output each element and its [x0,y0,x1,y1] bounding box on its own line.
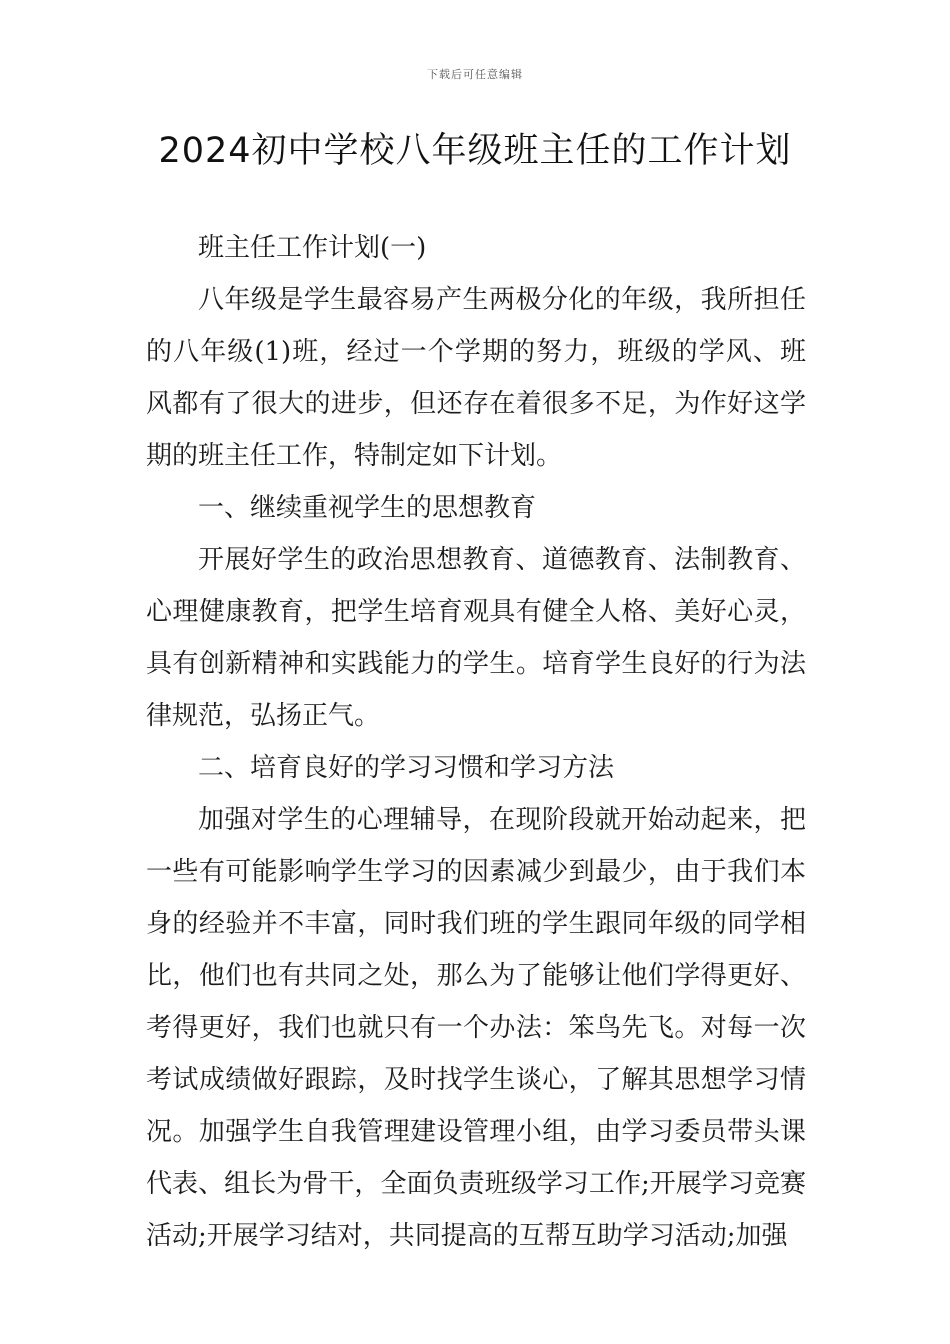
document-body [146,222,806,1262]
paragraph-intro: 八年级是学生最容易产生两极分化的年级，我所担任的八年级(1)班，经过一个学期的努力，班级的学风、班风都有了很大的进步，但还存在着很多不足，为作好这学期的班主任工作，特制定如下计划。 [146,285,806,471]
paragraph-ideology: 开展好学生的政治思想教育、道德教育、法制教育、心理健康教育，把学生培育观具有健全人格、美好心灵，具有创新精神和实践能力的学生。培育学生良好的行为法律规范，弘扬正气。 [146,545,806,731]
document-title: 2024初中学校八年级班主任的工作计划 [158,131,792,171]
section-heading-plan-one: 班主任工作计划(一) [198,233,427,263]
paragraph-study-habits: 加强对学生的心理辅导，在现阶段就开始动起来，把一些有可能影响学生学习的因素减少到最少，由于我们本身的经验并不丰富，同时我们班的学生跟同年级的同学相比，他们也有共同之处，那么为了能够让他们学得更好、考得更好，我们也就只有一个办法：笨鸟先飞。对每一次考试成绩做好跟踪，及时找学生谈心，了解其思想学习情况。加强学生自我管理建设管理小组，由学习委员带头课代表、组长为骨干，全面负责班级学习工作;开展学习竞赛活动;开展学习结对，共同提高的互帮互助学习活动;加强 [146,805,806,1251]
header-note: 下载后可任意编辑 [427,68,523,81]
section-heading-study-habits: 二、培育良好的学习习惯和学习方法 [198,753,615,783]
section-heading-ideology: 一、继续重视学生的思想教育 [198,493,537,523]
